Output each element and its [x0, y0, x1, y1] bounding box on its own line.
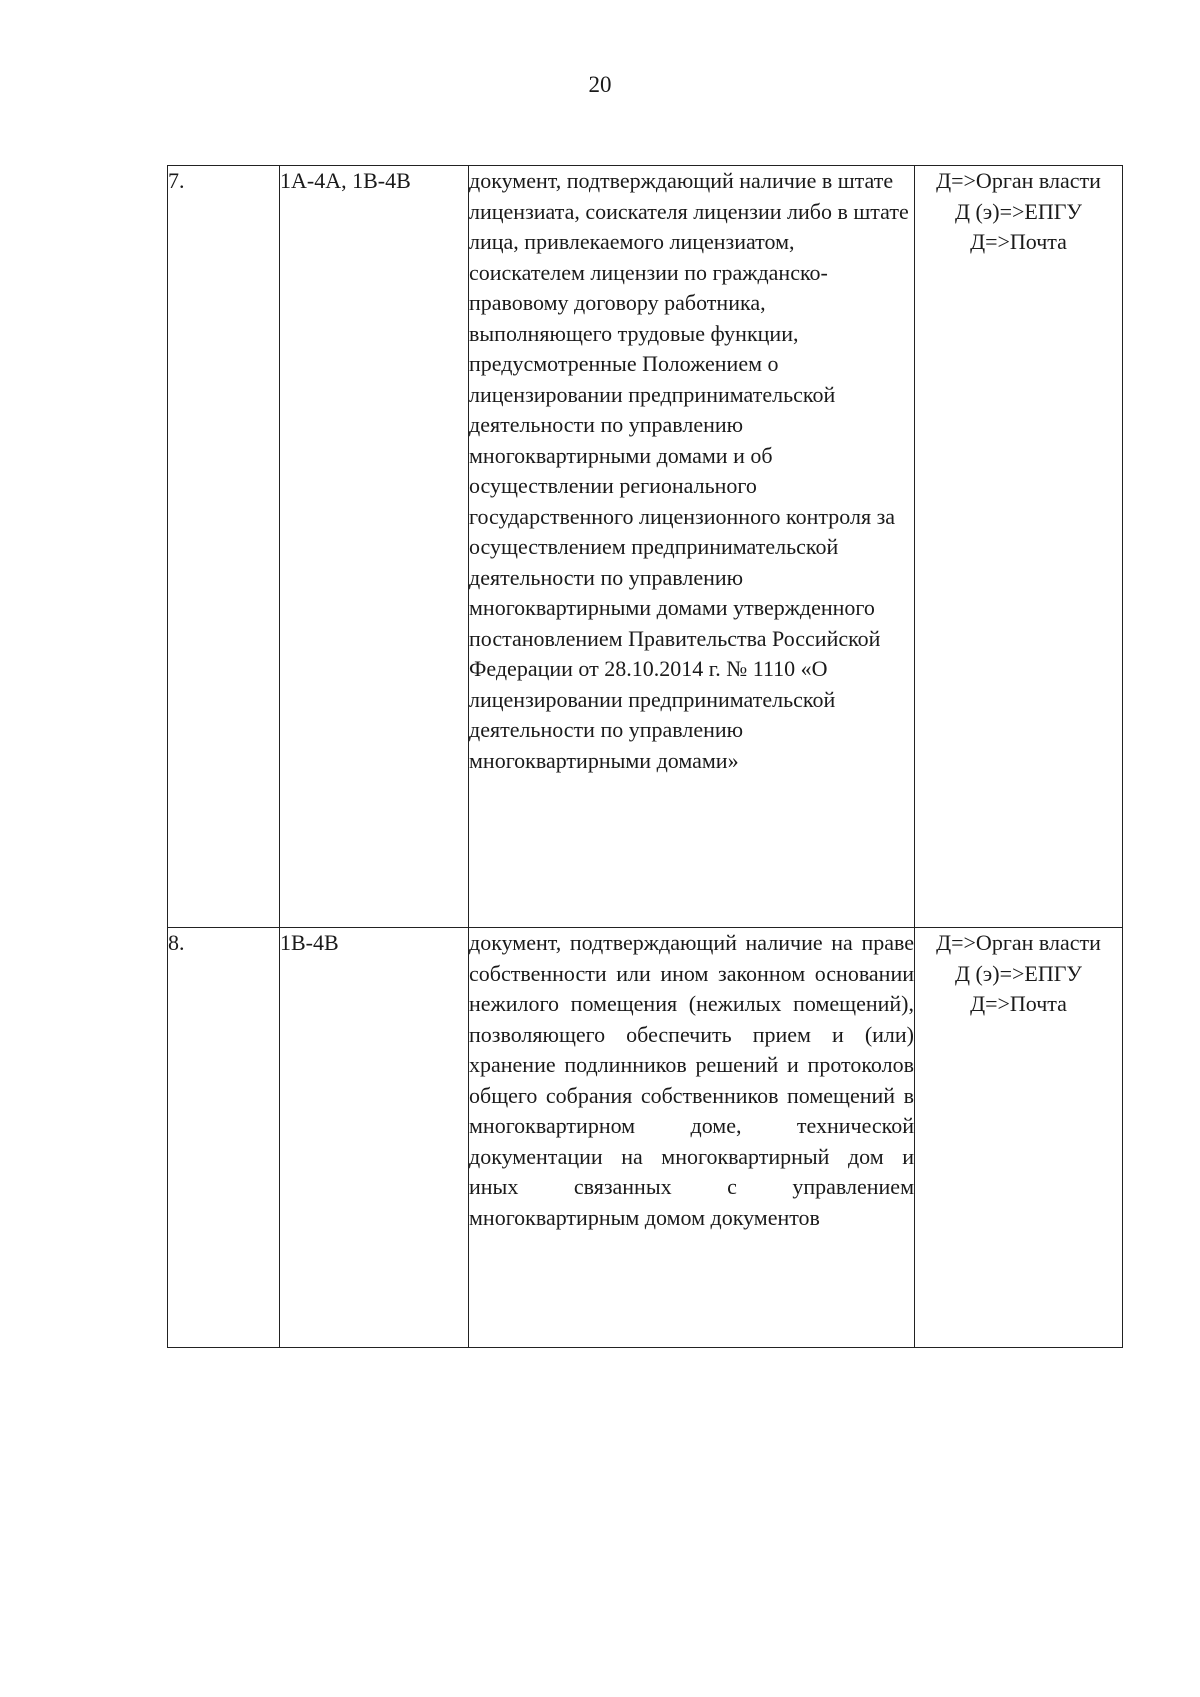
channel-authority: Д=>Орган власти	[936, 930, 1101, 955]
applicant-categories-cell	[280, 166, 469, 928]
channel-authority: Д=>Орган власти	[936, 168, 1101, 193]
document-description-cell	[469, 166, 915, 928]
channel-epgu: Д (э)=>ЕПГУ	[954, 198, 1083, 224]
channel-mail: Д=>Почта	[970, 991, 1067, 1016]
applicant-categories-cell	[280, 928, 469, 1348]
table-row	[168, 166, 1123, 928]
table-row	[168, 928, 1123, 1348]
applicant-categories: 1А-4А, 1В-4В	[280, 168, 411, 193]
document-description: документ, подтверждающий наличие в штате лицензиата, соискателя лицензии либо в штате лица, привлекаемого лицензиатом, соискателем лицензии по гражданско-правовому договору работника, выполняющего трудовые функции, предусмотренные Положением о лицензировании предпринимательской деятельности по управлению многоквартирными домами и об осуществлении регионального государственного лицензионного контроля за осуществлением предпринимательской деятельности по управлению многоквартирными домами утвержденного постановлением Правительства Российской Федерации от 28.10.2014 г. № 1110 «О лицензировании предпринимательской деятельности по управлению многоквартирными домами»	[469, 168, 909, 773]
document-description: документ, подтверждающий наличие на праве собственности или ином законном основании нежилого помещения (нежилых помещений), позволяющего обеспечить прием и (или) хранение подлинников решений и протоколов общего собрания собственников помещений в многоквартирном доме, технической документации на многоквартирный дом и иных связанных с управлением многоквартирным домом документов	[469, 930, 914, 1230]
submission-channels-cell	[915, 166, 1123, 928]
document-description-cell	[469, 928, 915, 1348]
documents-table	[167, 165, 1123, 1348]
page-number: 20	[588, 72, 612, 97]
submission-channels-cell	[915, 928, 1123, 1348]
row-number-cell	[168, 166, 280, 928]
channel-mail: Д=>Почта	[970, 229, 1067, 254]
applicant-categories: 1В-4В	[280, 930, 339, 955]
row-number: 7.	[168, 168, 185, 193]
row-number-cell	[168, 928, 280, 1348]
channel-epgu: Д (э)=>ЕПГУ	[954, 960, 1083, 986]
row-number: 8.	[168, 930, 185, 955]
